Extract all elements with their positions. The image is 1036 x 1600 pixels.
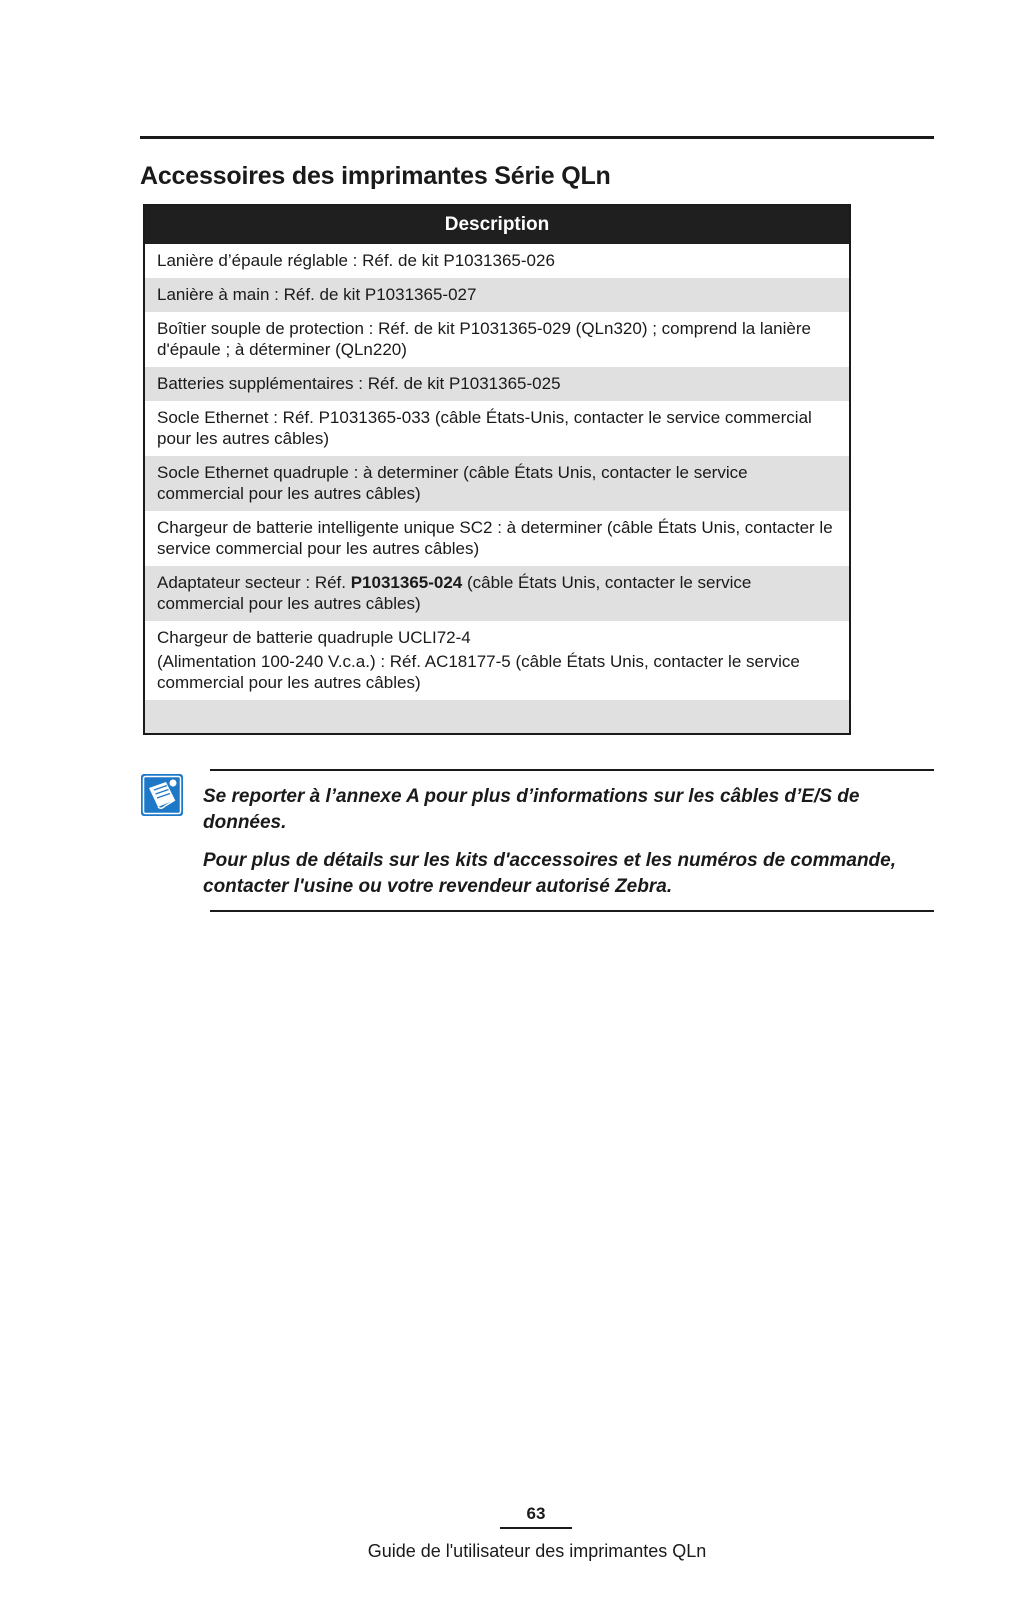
cell-text-line2: (Alimentation 100-240 V.c.a.) : Réf. AC18177-5 (câble États Unis, contacter le service commercial pour les autres câbles) (157, 652, 800, 692)
page-number-rule (500, 1527, 572, 1529)
table-cell: Lanière d’épaule réglable : Réf. de kit P1031365-026 (144, 244, 850, 278)
cell-text-prefix: Adaptateur secteur : Réf. (157, 573, 351, 592)
table-cell-empty (144, 700, 850, 734)
note-icon (140, 773, 184, 817)
table-row (144, 456, 850, 511)
table-header-row (144, 205, 850, 244)
section-title: Accessoires des imprimantes Série QLn (140, 162, 611, 190)
note-bottom-rule (210, 910, 934, 912)
table-cell: Socle Ethernet quadruple : à determiner (câble États Unis, contacter le service commercial pour les autres câbles) (144, 456, 850, 511)
note-paragraph-2: Pour plus de détails sur les kits d'accessoires et les numéros de commande, contacter l'usine ou votre revendeur autorisé Zebra. (203, 850, 897, 897)
table-row (144, 312, 850, 367)
part-number-bold: P1031365-024 (350, 573, 463, 592)
table-row (144, 511, 850, 566)
table-cell (144, 566, 850, 621)
table-row (144, 244, 850, 278)
note-top-rule (210, 769, 934, 771)
cell-text-line1: Chargeur de batterie quadruple UCLI72-4 (157, 628, 471, 647)
table-cell: Socle Ethernet : Réf. P1031365-033 (câble États-Unis, contacter le service commercial pour les autres câbles) (144, 401, 850, 456)
table-row (144, 621, 850, 700)
column-header-description: Description (144, 205, 850, 244)
table-row (144, 278, 850, 312)
note-paragraph-1: Se reporter à l’annexe A pour plus d’informations sur les câbles d’E/S de données. (203, 786, 860, 833)
table-cell: Chargeur de batterie intelligente unique SC2 : à determiner (câble États Unis, contacter le service commercial pour les autres câbles) (144, 511, 850, 566)
table-row-empty (144, 700, 850, 734)
table-cell (144, 621, 850, 700)
table-cell: Batteries supplémentaires : Réf. de kit P1031365-025 (144, 367, 850, 401)
note-text (203, 784, 903, 912)
page-number: 63 (526, 1504, 546, 1523)
table-row (144, 401, 850, 456)
cell-text-suffix: (câble États Unis, contacter le service commercial pour les autres câbles) (157, 573, 752, 613)
table-cell: Lanière à main : Réf. de kit P1031365-027 (144, 278, 850, 312)
table-cell: Boîtier souple de protection : Réf. de kit P1031365-029 (QLn320) ; comprend la lanière d'épaule ; à déterminer (QLn220) (144, 312, 850, 367)
top-rule (140, 136, 934, 139)
accessories-table (143, 204, 851, 735)
table-row (144, 566, 850, 621)
table-row (144, 367, 850, 401)
footer-guide-title: Guide de l'utilisateur des imprimantes QLn (367, 1541, 707, 1561)
